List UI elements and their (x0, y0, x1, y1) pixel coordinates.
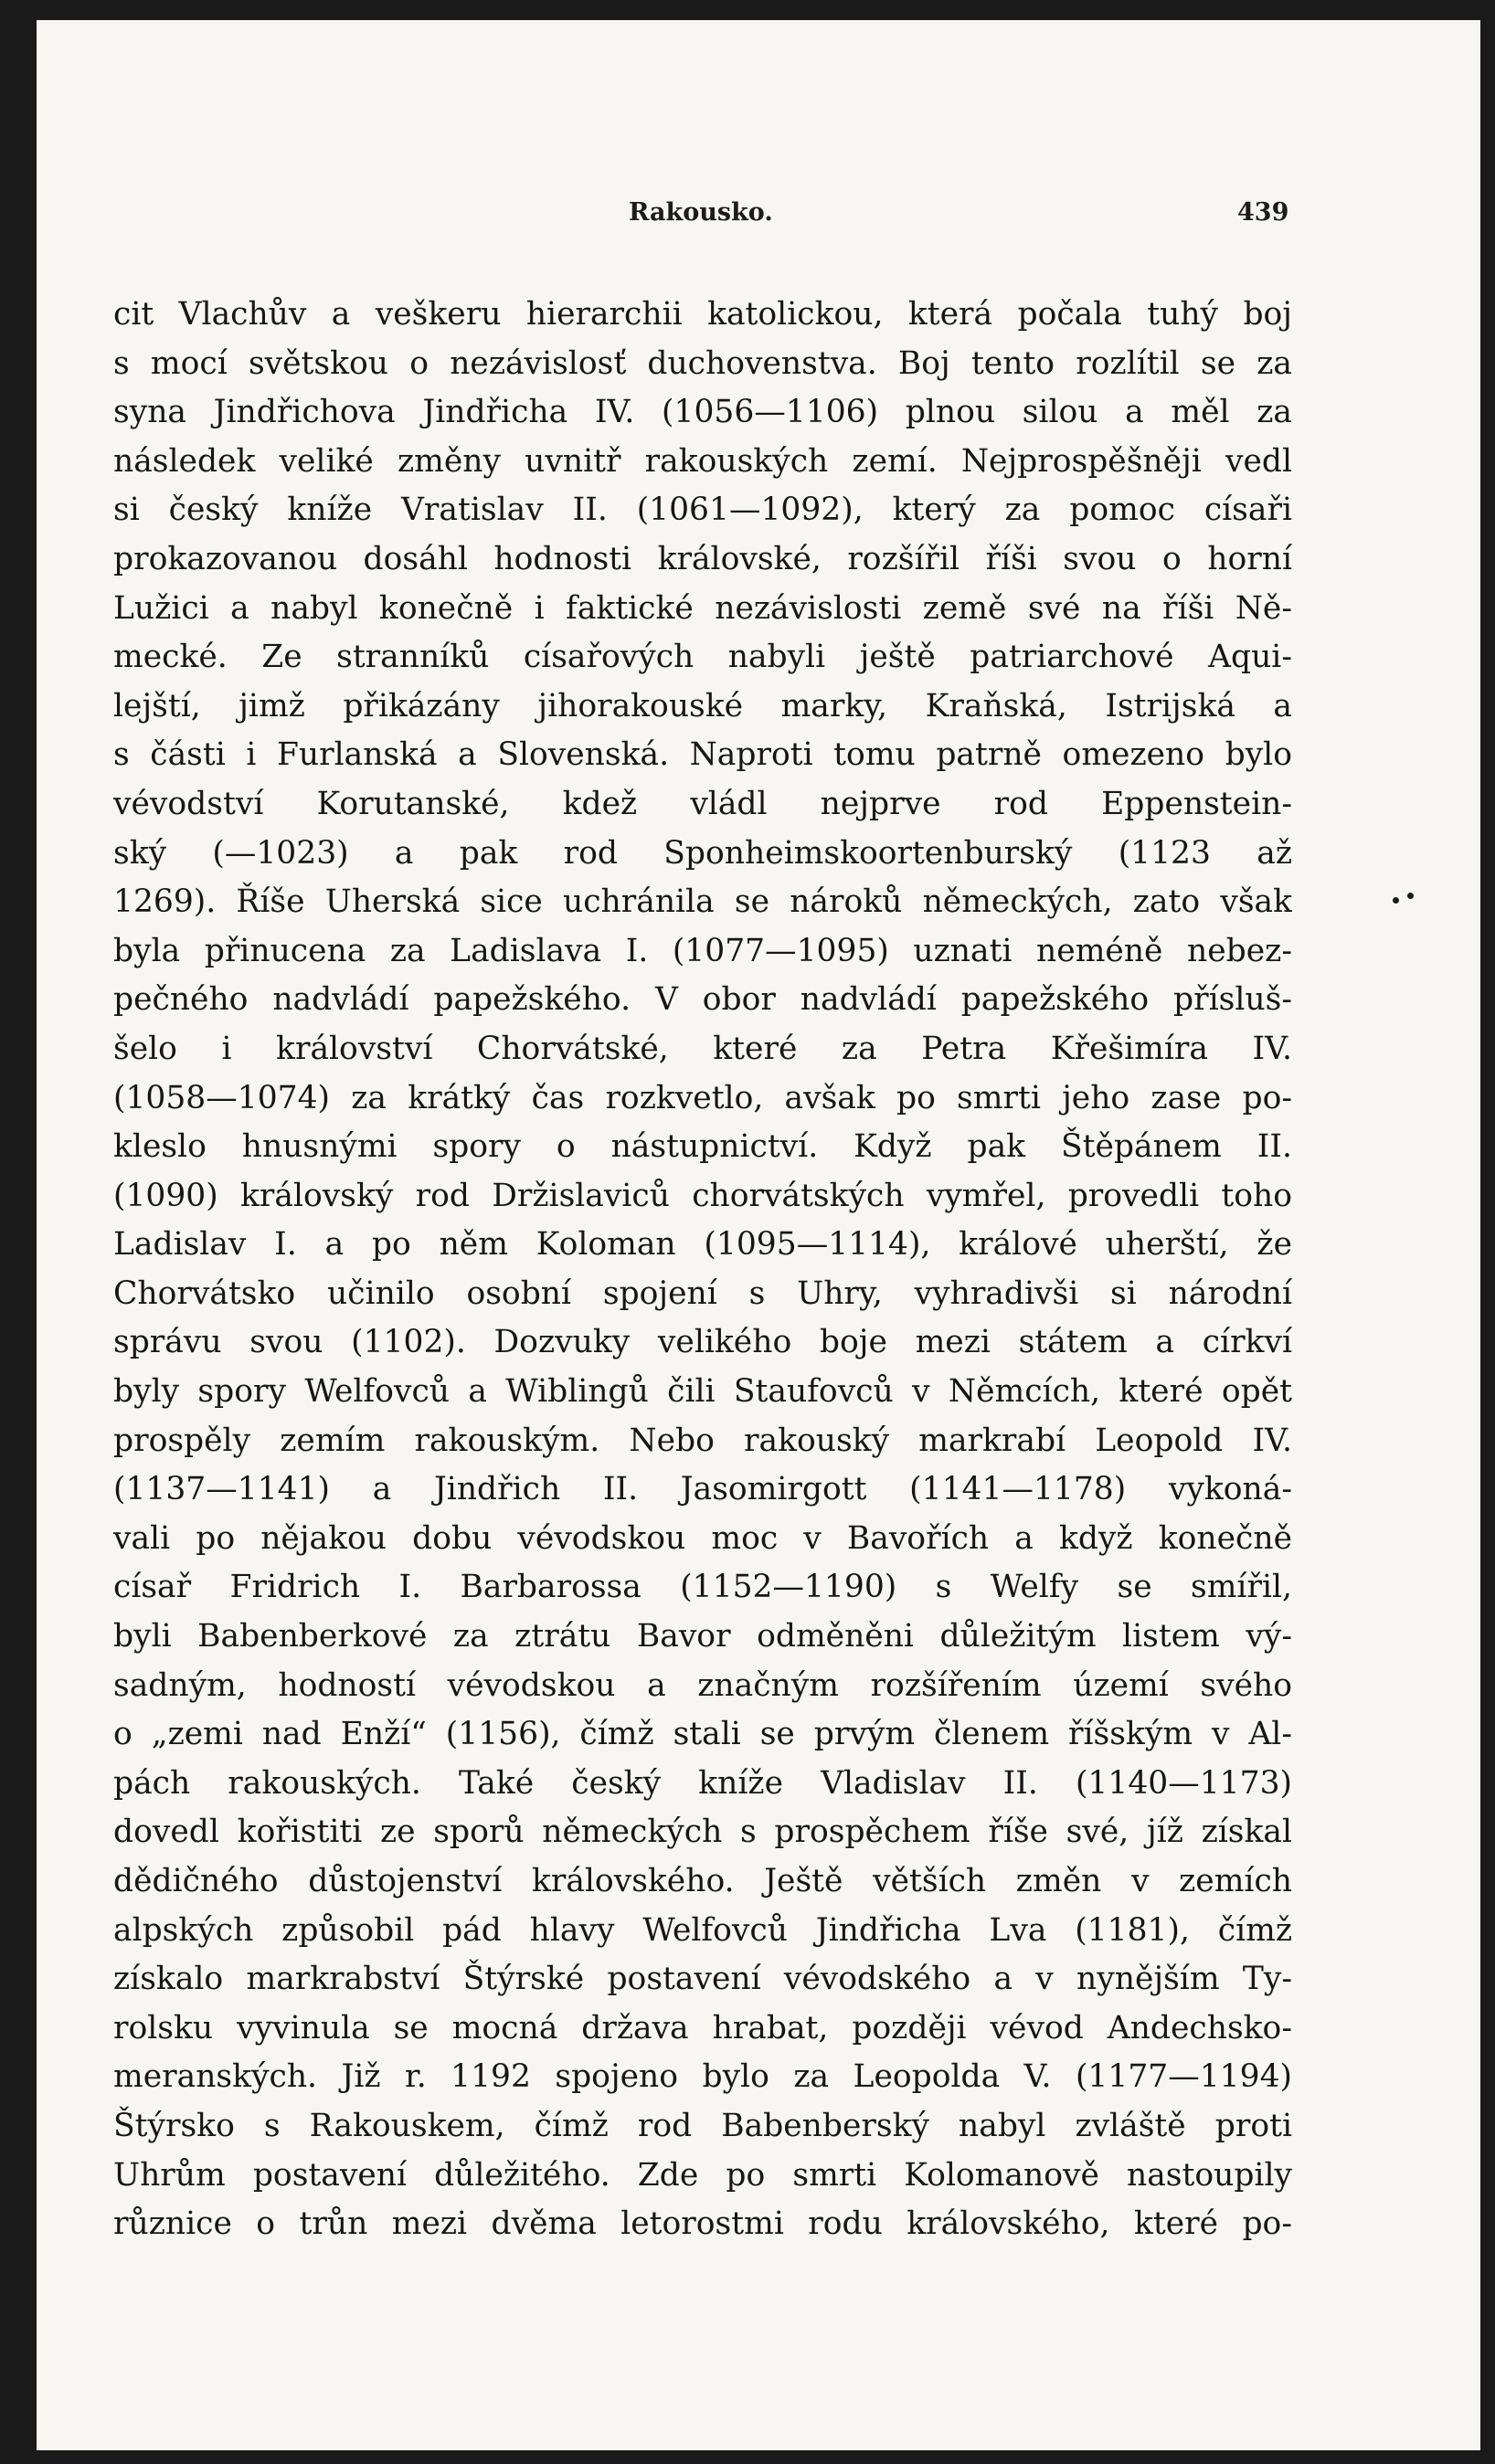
text-line: vévodství Korutanské, kdež vládl nejprve rod Eppenstein- (113, 785, 1292, 822)
text-line: získalo markrabství Štýrské postavení vévodského a v nynějším Ty- (113, 1961, 1292, 1998)
text-line: si český kníže Vratislav II. (1061—1092), který za pomoc císaři (113, 492, 1292, 529)
text-line: prospěly zemím rakouským. Nebo rakouský markrabí Leopold IV. (113, 1422, 1292, 1459)
text-line: byly spory Welfovců a Wiblingů čili Staufovců v Němcích, které opět (113, 1373, 1292, 1411)
text-line: různice o trůn mezi dvěma letorostmi rodu královského, které po- (113, 2205, 1292, 2243)
scan-speck (1407, 893, 1414, 899)
text-line: prokazovanou dosáhl hodnosti královské, rozšířil říši svou o horní (113, 540, 1292, 577)
running-head (37, 198, 1480, 235)
text-line: dovedl kořistiti ze sporů německých s prospěchem říše své, jíž získal (113, 1814, 1292, 1851)
text-line: byli Babenberkové za ztrátu Bavor odměněni důležitým listem vý- (113, 1618, 1292, 1655)
text-line: šelo i království Chorvátské, které za Petra Křešimíra IV. (113, 1030, 1292, 1067)
text-line: sadným, hodností vévodskou a značným rozšířením území svého (113, 1666, 1292, 1704)
text-line: byla přinucena za Ladislava I. (1077—1095) uznati neméně nebez- (113, 932, 1292, 969)
text-line: Ladislav I. a po něm Koloman (1095—1114), králové uherští, že (113, 1226, 1292, 1264)
running-title: Rakousko. (629, 198, 773, 227)
text-line: cit Vlachův a veškeru hierarchii katolickou, která počala tuhý boj (113, 296, 1292, 333)
text-line: s části i Furlanská a Slovenská. Naproti tomu patrně omezeno bylo (113, 736, 1292, 774)
scan-speck (1393, 897, 1399, 904)
body-text (113, 291, 1292, 2249)
text-line: o „zemi nad Enží“ (1156), čímž stali se prvým členem říšským v Al- (113, 1716, 1292, 1753)
text-line: Lužici a nabyl konečně i faktické nezávislosti země své na říši Ně- (113, 589, 1292, 627)
text-line: lejští, jimž přikázány jihorakouské marky, Kraňská, Istrijská a (113, 687, 1292, 724)
text-line: Uhrům postavení důležitého. Zde po smrti Kolomanově nastoupily (113, 2156, 1292, 2194)
text-line: následek veliké změny uvnitř rakouských zemí. Nejprospěšněji vedl (113, 442, 1292, 480)
text-line: rolsku vyvinula se mocná država hrabat, později vévod Andechsko- (113, 2009, 1292, 2046)
text-line: syna Jindřichova Jindřicha IV. (1056—1106) plnou silou a měl za (113, 394, 1292, 431)
text-line: (1090) královský rod Držislaviců chorvátských vymřel, provedli toho (113, 1177, 1292, 1214)
text-line: (1137—1141) a Jindřich II. Jasomirgott (1141—1178) vykoná- (113, 1471, 1292, 1508)
page-number: 439 (1237, 198, 1289, 227)
text-line: Chorvátsko učinilo osobní spojení s Uhry, vyhradivši si národní (113, 1274, 1292, 1312)
text-line: císař Fridrich I. Barbarossa (1152—1190) s Welfy se smířil, (113, 1569, 1292, 1606)
text-line: 1269). Říše Uherská sice uchránila se nároků německých, zato však (113, 883, 1292, 921)
book-page (37, 20, 1480, 2450)
text-line: alpských způsobil pád hlavy Welfovců Jindřicha Lva (1181), čímž (113, 1911, 1292, 1949)
text-line: správu svou (1102). Dozvuky velikého boje mezi státem a církví (113, 1324, 1292, 1361)
text-line: kleslo hnusnými spory o nástupnictví. Když pak Štěpánem II. (113, 1128, 1292, 1166)
text-line: mecké. Ze stranníků císařových nabyli ještě patriarchové Aqui- (113, 639, 1292, 676)
text-line: vali po nějakou dobu vévodskou moc v Bavořích a když konečně (113, 1519, 1292, 1557)
text-line: s mocí světskou o nezávislosť duchovenstva. Boj tento rozlítil se za (113, 344, 1292, 382)
text-line: Štýrsko s Rakouskem, čímž rod Babenberský nabyl zvláště proti (113, 2107, 1292, 2144)
text-line: meranských. Již r. 1192 spojeno bylo za Leopolda V. (1177—1194) (113, 2058, 1292, 2096)
text-line: pečného nadvládí papežského. V obor nadvládí papežského přísluš- (113, 981, 1292, 1019)
text-line: pách rakouských. Také český kníže Vladislav II. (1140—1173) (113, 1764, 1292, 1802)
text-line: (1058—1074) za krátký čas rozkvetlo, avšak po smrti jeho zase po- (113, 1079, 1292, 1116)
text-line: dědičného důstojenství královského. Ještě větších změn v zemích (113, 1863, 1292, 1899)
text-line: ský (—1023) a pak rod Sponheimskoortenburský (1123 až (113, 834, 1292, 872)
